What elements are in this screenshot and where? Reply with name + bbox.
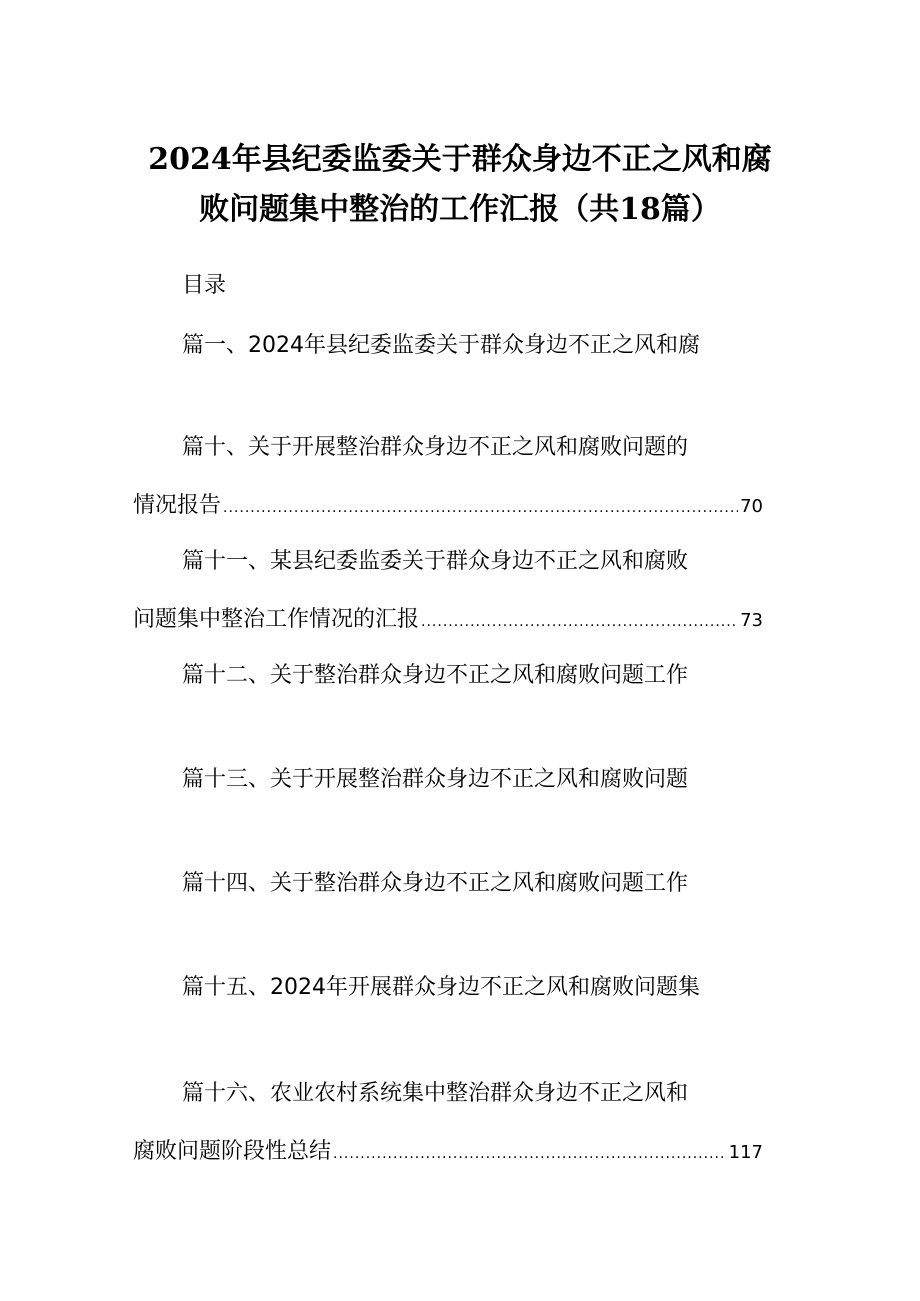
toc-entry-16[interactable]: 篇十六、农业农村系统集中整治群众身边不正之风和: [182, 1081, 689, 1106]
toc-entry-1[interactable]: 篇一、2024年县纪委监委关于群众身边不正之风和腐: [182, 333, 700, 358]
toc-entry-10-line2: 情况报告: [133, 493, 222, 518]
toc-entry-12[interactable]: 篇十二、关于整治群众身边不正之风和腐败问题工作: [182, 663, 689, 688]
toc-entry-15[interactable]: 篇十五、2024年开展群众身边不正之风和腐败问题集: [182, 975, 700, 1000]
toc-entry-11[interactable]: 篇十一、某县纪委监委关于群众身边不正之风和腐败: [182, 549, 689, 574]
toc-page-number: 70: [740, 496, 763, 517]
toc-entry-13[interactable]: 篇十三、关于开展整治群众身边不正之风和腐败问题: [182, 767, 689, 792]
document-title-line-1: 2024年县纪委监委关于群众身边不正之风和腐: [148, 142, 772, 177]
toc-page-number: 73: [740, 610, 763, 631]
toc-heading: 目录: [182, 273, 227, 298]
toc-leader-dots: [333, 1139, 727, 1169]
toc-entry-11-continuation[interactable]: [133, 605, 763, 637]
toc-entry-16-line2: 腐败问题阶段性总结: [133, 1139, 332, 1164]
toc-entry-16-continuation[interactable]: [133, 1137, 763, 1169]
document-title-line-2: 败问题集中整治的工作汇报（共18篇）: [199, 192, 721, 227]
toc-page-number: 117: [728, 1142, 763, 1163]
toc-leader-dots: [223, 493, 738, 523]
toc-entry-11-line2: 问题集中整治工作情况的汇报: [133, 607, 420, 632]
toc-entry-10[interactable]: 篇十、关于开展整治群众身边不正之风和腐败问题的: [182, 435, 689, 460]
toc-leader-dots: [421, 607, 738, 637]
toc-entry-10-continuation[interactable]: [133, 491, 763, 523]
toc-entry-14[interactable]: 篇十四、关于整治群众身边不正之风和腐败问题工作: [182, 871, 689, 896]
